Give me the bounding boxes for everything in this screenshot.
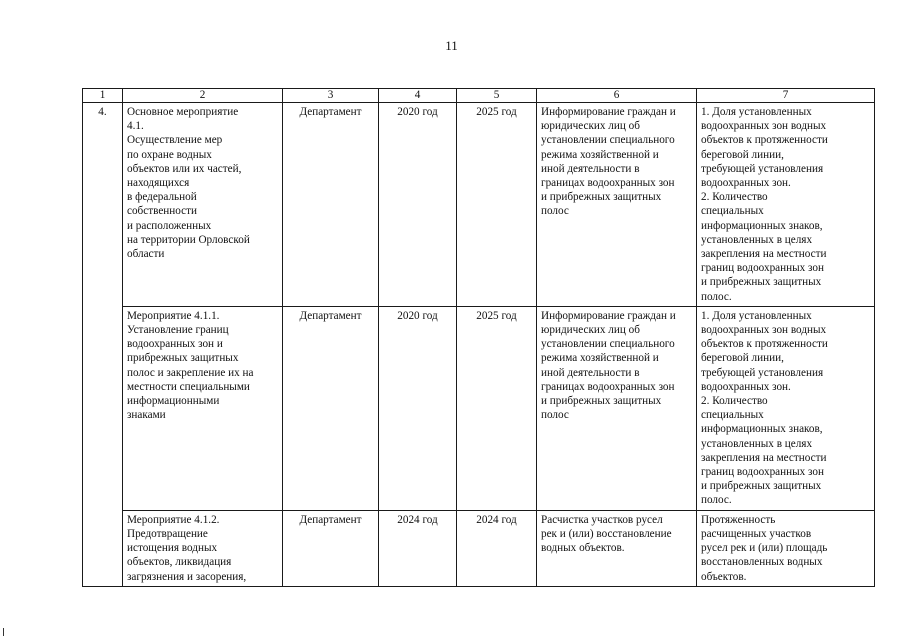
cell-text-line: объектов или их частей, (127, 162, 242, 175)
cell-text-line: границ водоохранных зон (701, 262, 824, 275)
cell-text-line: установлении специального (541, 134, 675, 147)
cell-text-line: информационных знаков, (701, 219, 823, 232)
cell-text-line: водоохранных зон. (701, 380, 791, 393)
cell-text-line: границах водоохранных зон (541, 380, 675, 393)
scan-mark (3, 628, 4, 636)
cell-text-line: требующей установления (701, 366, 824, 379)
cell-text-line: Протяженность (701, 513, 776, 526)
start-year-cell: 2020 год (379, 306, 457, 510)
executor-cell: Департамент (283, 306, 379, 510)
cell-text-line: и прибрежных защитных (541, 191, 662, 204)
cell-text-line: объектов к протяженности (701, 338, 828, 351)
cell-text-line: и прибрежных защитных (541, 395, 662, 408)
cell-text-line: и расположенных (127, 219, 212, 232)
cell-text-line: 1. Доля установленных (701, 106, 812, 118)
cell-text-line: и прибрежных защитных (701, 480, 822, 493)
cell-text-line: водных объектов. (541, 542, 625, 555)
cell-text-line: Основное мероприятие (127, 106, 239, 118)
expected-result-cell (537, 306, 697, 510)
cell-text-line: и прибрежных защитных (701, 276, 822, 289)
table-row (83, 103, 875, 307)
cell-text-line: знаками (127, 409, 166, 422)
cell-text-line: полос. (701, 290, 732, 303)
end-year-cell: 2024 год (457, 510, 537, 586)
cell-text-line: Установление границ (127, 324, 229, 337)
cell-text-line: водоохранных зон и (127, 338, 223, 351)
cell-text-line: юридических лиц об (541, 120, 640, 133)
cell-text-line: закрепления на местности (701, 451, 827, 464)
measure-name-cell (123, 306, 283, 510)
cell-text-line: объектов. (701, 570, 747, 583)
cell-text-line: требующей установления (701, 162, 824, 175)
executor-cell: Департамент (283, 510, 379, 586)
cell-text-line: Информирование граждан и (541, 309, 676, 322)
cell-text-line: в федеральной (127, 191, 197, 204)
cell-text-line: области (127, 248, 165, 261)
cell-text-line: Мероприятие 4.1.1. (127, 309, 220, 322)
cell-text-line: Информирование граждан и (541, 106, 676, 118)
column-header-3: 3 (283, 89, 379, 103)
measures-table (82, 88, 875, 587)
cell-text-line: собственности (127, 205, 197, 218)
cell-text-line: прибрежных защитных (127, 352, 239, 365)
cell-text-line: юридических лиц об (541, 324, 640, 337)
cell-text-line: рек и (или) восстановление (541, 527, 672, 540)
measure-name-cell (123, 103, 283, 307)
cell-text-line: полос и закрепление их на (127, 366, 254, 379)
cell-text-line: иной деятельности в (541, 162, 640, 175)
cell-text-line: 2. Количество (701, 191, 768, 204)
cell-text-line: специальных (701, 205, 764, 218)
indicator-cell (697, 306, 875, 510)
cell-text-line: установленных в целях (701, 437, 813, 450)
cell-text-line: на территории Орловской (127, 233, 250, 246)
expected-result-cell (537, 103, 697, 307)
section-number-cell: 4. (83, 103, 123, 587)
cell-text-line: установлении специального (541, 338, 675, 351)
cell-text-line: режима хозяйственной и (541, 148, 659, 161)
cell-text-line: русел рек и (или) площадь (701, 542, 828, 555)
column-header-2: 2 (123, 89, 283, 103)
cell-text-line: 2. Количество (701, 395, 768, 408)
cell-text-line: границах водоохранных зон (541, 177, 675, 190)
cell-text-line: информационными (127, 395, 220, 408)
cell-text-line: Мероприятие 4.1.2. (127, 513, 220, 526)
cell-text-line: находящихся (127, 177, 190, 190)
cell-text-line: режима хозяйственной и (541, 352, 659, 365)
cell-text-line: водоохранных зон водных (701, 120, 827, 133)
end-year-cell: 2025 год (457, 103, 537, 307)
end-year-cell: 2025 год (457, 306, 537, 510)
cell-text-line: установленных в целях (701, 233, 813, 246)
cell-text-line: информационных знаков, (701, 423, 823, 436)
start-year-cell: 2024 год (379, 510, 457, 586)
header-row (83, 89, 875, 103)
cell-text-line: 1. Доля установленных (701, 309, 812, 322)
cell-text-line: местности специальными (127, 380, 250, 393)
column-header-1: 1 (83, 89, 123, 103)
cell-text-line: Осуществление мер (127, 134, 223, 147)
cell-text-line: восстановленных водных (701, 556, 823, 569)
cell-text-line: объектов к протяженности (701, 134, 828, 147)
measure-name-cell (123, 510, 283, 586)
cell-text-line: полос (541, 205, 569, 218)
column-header-5: 5 (457, 89, 537, 103)
page-number: 11 (445, 38, 458, 53)
cell-text-line: истощения водных (127, 542, 218, 555)
indicator-cell (697, 103, 875, 307)
cell-text-line: полос (541, 409, 569, 422)
cell-text-line: границ водоохранных зон (701, 466, 824, 479)
cell-text-line: по охране водных (127, 148, 212, 161)
table-row (83, 306, 875, 510)
cell-text-line: береговой линии, (701, 148, 784, 161)
indicator-cell (697, 510, 875, 586)
cell-text-line: специальных (701, 409, 764, 422)
cell-text-line: объектов, ликвидация (127, 556, 232, 569)
executor-cell: Департамент (283, 103, 379, 307)
cell-text-line: расчищенных участков (701, 527, 812, 540)
cell-text-line: полос. (701, 494, 732, 507)
cell-text-line: загрязнения и засорения, (127, 570, 247, 583)
column-header-6: 6 (537, 89, 697, 103)
cell-text-line: Расчистка участков русел (541, 513, 663, 526)
cell-text-line: 4.1. (127, 120, 144, 133)
expected-result-cell (537, 510, 697, 586)
cell-text-line: береговой линии, (701, 352, 784, 365)
cell-text-line: водоохранных зон. (701, 177, 791, 190)
cell-text-line: водоохранных зон водных (701, 324, 827, 337)
cell-text-line: иной деятельности в (541, 366, 640, 379)
cell-text-line: закрепления на местности (701, 248, 827, 261)
cell-text-line: Предотвращение (127, 527, 208, 540)
column-header-7: 7 (697, 89, 875, 103)
table-row (83, 510, 875, 586)
start-year-cell: 2020 год (379, 103, 457, 307)
column-header-4: 4 (379, 89, 457, 103)
